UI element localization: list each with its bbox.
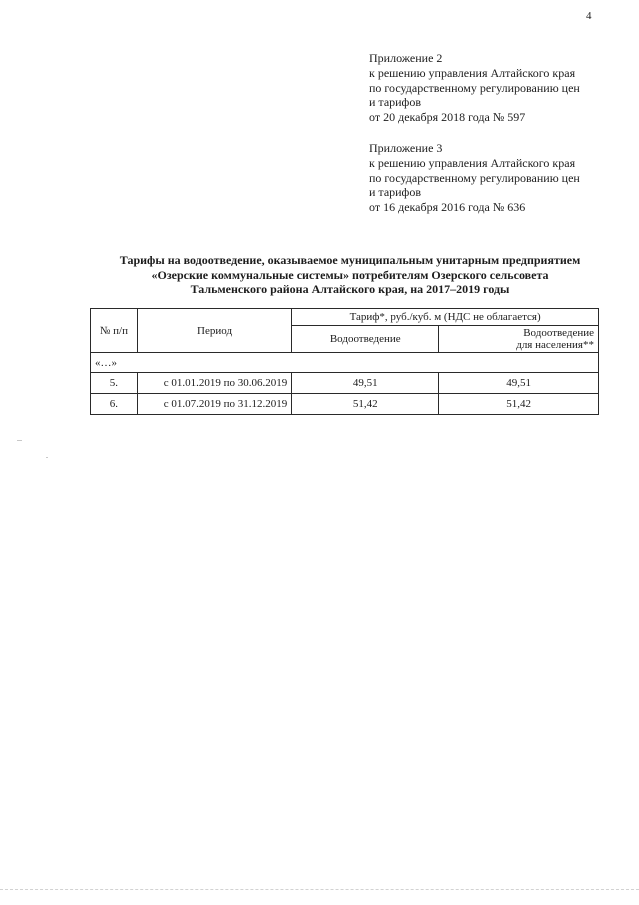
table-row xyxy=(91,373,599,394)
cell-num: 5. xyxy=(91,373,138,394)
ellipsis-cell: «…» xyxy=(91,353,599,373)
cell-water: 51,42 xyxy=(292,394,439,415)
header-num: № п/п xyxy=(91,309,138,353)
cell-num: 6. xyxy=(91,394,138,415)
appendix-line: по государственному регулированию цен xyxy=(369,80,580,95)
appendix-line: и тарифов xyxy=(369,185,422,200)
title-line: «Озерские коммунальные системы» потребителям Озерского сельсовета xyxy=(151,267,549,282)
cell-period: с 01.01.2019 по 30.06.2019 xyxy=(137,373,291,394)
appendix-line: от 20 декабря 2018 года № 597 xyxy=(369,110,526,125)
appendix-line: от 16 декабря 2016 года № 636 xyxy=(369,200,526,215)
table-row xyxy=(91,394,599,415)
appendix-line: к решению управления Алтайского края xyxy=(369,155,576,170)
scan-edge-line xyxy=(0,889,639,890)
title-line: Тальменского района Алтайского края, на 2017–2019 годы xyxy=(190,282,510,296)
appendix-3-block xyxy=(369,141,609,215)
scan-mark xyxy=(17,440,22,441)
header-population-line1: Водоотведение xyxy=(523,327,594,339)
table-ellipsis-row xyxy=(91,353,599,373)
header-period: Период xyxy=(137,309,291,353)
appendix-title: Приложение 3 xyxy=(369,141,443,155)
cell-water: 49,51 xyxy=(292,373,439,394)
appendix-2-block xyxy=(369,51,609,125)
appendix-title: Приложение 2 xyxy=(369,51,443,65)
tariff-table xyxy=(90,308,599,415)
appendix-line: к решению управления Алтайского края xyxy=(369,65,576,80)
table-header-row xyxy=(91,309,599,326)
page-number: 4 xyxy=(586,10,592,22)
title-line: Тарифы на водоотведение, оказываемое муниципальным унитарным предприятием xyxy=(119,253,581,267)
header-population-line2: для населения** xyxy=(516,339,594,351)
scan-mark xyxy=(46,457,48,458)
header-population xyxy=(439,326,599,353)
cell-population: 51,42 xyxy=(439,394,599,415)
cell-period: с 01.07.2019 по 31.12.2019 xyxy=(137,394,291,415)
appendix-line: и тарифов xyxy=(369,95,422,110)
header-water: Водоотведение xyxy=(292,326,439,353)
header-tariff-group: Тариф*, руб./куб. м (НДС не облагается) xyxy=(292,309,599,326)
appendix-line: по государственному регулированию цен xyxy=(369,170,580,185)
cell-population: 49,51 xyxy=(439,373,599,394)
document-title xyxy=(60,253,639,297)
